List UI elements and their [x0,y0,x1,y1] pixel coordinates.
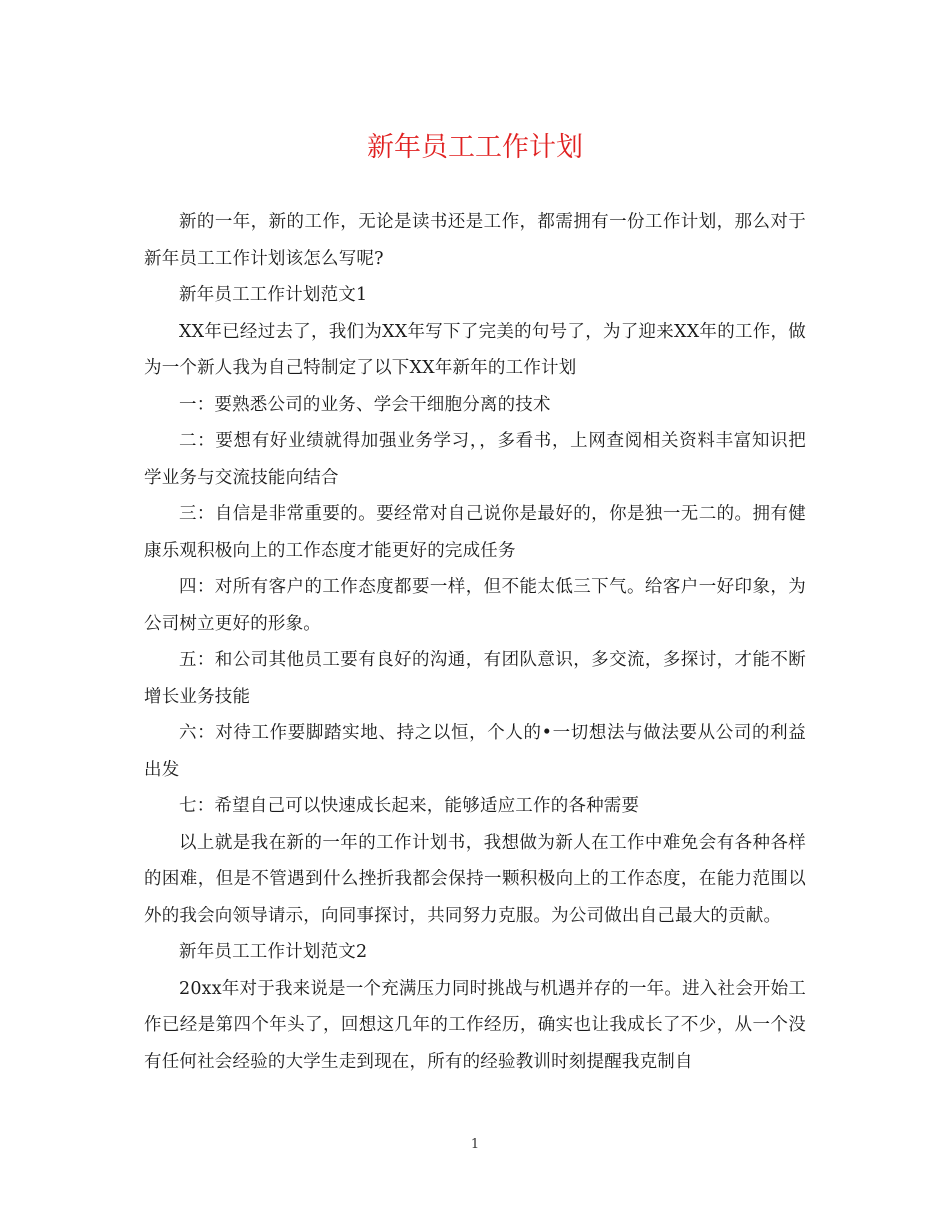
paragraph-item-2: 二：要想有好业绩就得加强业务学习，，多看书，上网查阅相关资料丰富知识把学业务与交流技能向结合 [144,431,806,488]
paragraph-item-1: 一：要熟悉公司的业务、学会干细胞分离的技术 [179,394,551,415]
paragraph-item-5: 五：和公司其他员工要有良好的沟通，有团队意识，多交流，多探讨，才能不断增长业务技能 [144,650,806,707]
document-title: 新年员工工作计划 [367,132,583,163]
paragraph-item-6: 六：对待工作要脚踏实地、持之以恒，个人的•一切想法与做法要从公司的利益出发 [144,723,806,780]
paragraph-item-7: 七：希望自己可以快速成长起来，能够适应工作的各种需要 [179,796,640,816]
document-body [144,204,806,1080]
paragraph-item-4: 四：对所有客户的工作态度都要一样，但不能太低三下气。给客户一好印象，为公司树立更好的形象。 [144,577,806,634]
paragraph-item-3: 三：自信是非常重要的。要经常对自己说你是最好的，你是独一无二的。拥有健康乐观积极向上的工作态度才能更好的完成任务 [144,504,806,561]
paragraph: 20xx年对于我来说是一个充满压力同时挑战与机遇并存的一年。进入社会开始工作已经是第四个年头了，回想这几年的工作经历，确实也让我成长了不少，从一个没有任何社会经验的大学生走到现在，所有的经验教训时刻提醒我克制自 [144,978,806,1072]
paragraph-summary: 以上就是我在新的一年的工作计划书，我想做为新人在工作中难免会有各种各样的困难，但是不管遇到什么挫折我都会保持一颗积极向上的工作态度，在能力范围以外的我会向领导请示，向同事探讨，共同努力克服。为公司做出自己最大的贡献。 [144,832,806,926]
paragraph-intro: 新的一年，新的工作，无论是读书还是工作，都需拥有一份工作计划，那么对于新年员工工作计划该怎么写呢? [144,212,806,269]
paragraph-sample1-heading: 新年员工工作计划范文1 [179,285,368,305]
page-number: 1 [470,1137,480,1152]
paragraph: XX年已经过去了，我们为XX年写下了完美的句号了，为了迎来XX年的工作，做为一个新人我为自己特制定了以下XX年新年的工作计划 [144,321,806,378]
paragraph-sample2-heading: 新年员工工作计划范文2 [179,942,368,962]
